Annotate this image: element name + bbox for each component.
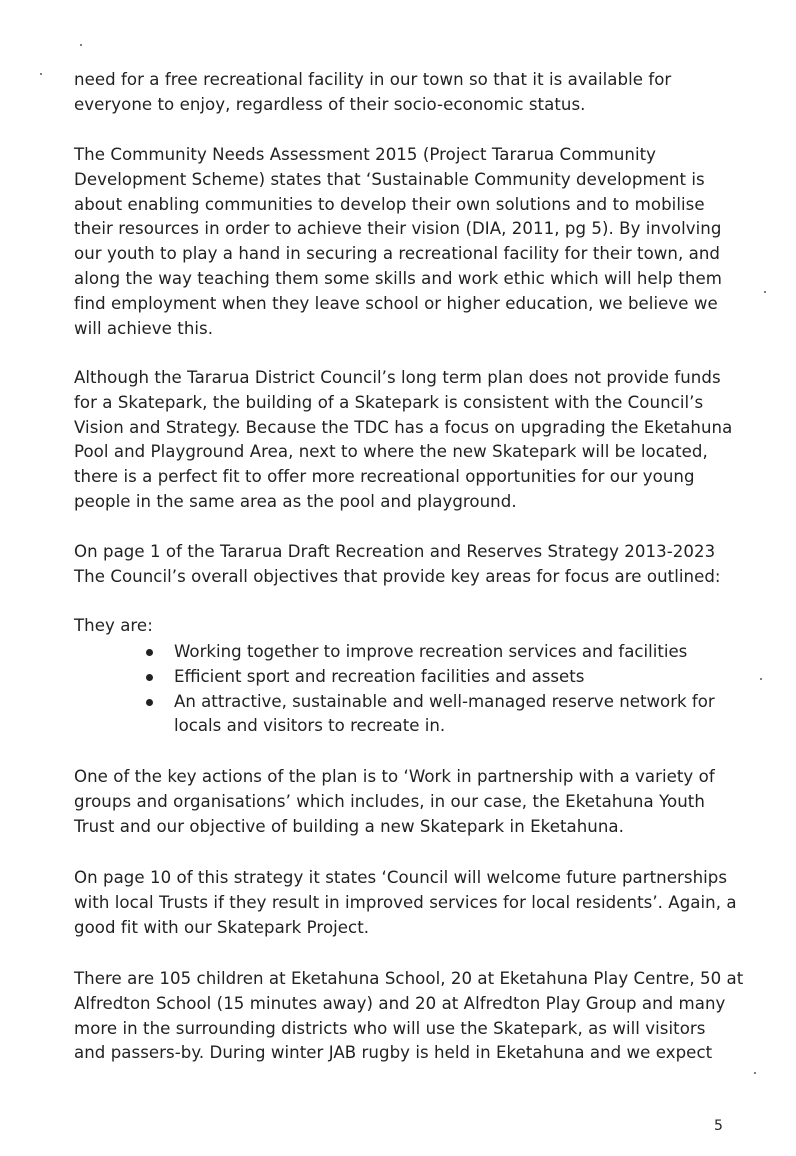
text-line: Development Scheme) states that ‘Sustainable Community development is <box>74 169 705 189</box>
text-line: our youth to play a hand in securing a recreational facility for their town, and <box>74 244 721 264</box>
paragraph-children-counts <box>74 967 764 1066</box>
text-line: There are 105 children at Eketahuna School, 20 at Eketahuna Play Centre, 50 at <box>74 969 744 988</box>
text-line: Trust and our objective of building a new Skatepark in Eketahuna. <box>74 816 624 836</box>
scan-speck <box>40 73 42 75</box>
text-line: Vision and Strategy. Because the TDC has a focus on upgrading the Eketahuna <box>74 417 733 437</box>
text-line: An attractive, sustainable and well-managed reserve network for <box>174 691 715 711</box>
text-line: everyone to enjoy, regardless of their socio-economic status. <box>74 94 586 114</box>
paragraph-page-10 <box>74 866 764 940</box>
page-number: 5 <box>714 1118 723 1134</box>
bullet-icon <box>146 649 153 656</box>
paragraph-intro-continued <box>74 68 764 118</box>
text-line: groups and organisations’ which includes, in our case, the Eketahuna Youth <box>74 791 705 811</box>
text-line: more in the surrounding districts who will use the Skatepark, as will visitors <box>74 1018 706 1038</box>
text-line: On page 1 of the Tararua Draft Recreation and Reserves Strategy 2013-2023 <box>74 542 716 561</box>
text-line: need for a free recreational facility in our town so that it is available for <box>74 70 672 89</box>
text-line: along the way teaching them some skills and work ethic which will help them <box>74 268 722 288</box>
text-line: their resources in order to achieve their vision (DIA, 2011, pg 5). By involving <box>74 219 722 239</box>
list-item <box>146 640 766 665</box>
scan-speck <box>80 44 82 46</box>
text-line: will achieve this. <box>74 318 214 338</box>
paragraph-council-plan <box>74 366 764 515</box>
list-item <box>146 690 766 740</box>
text-line: They are: <box>74 616 153 635</box>
text-line: Working together to improve recreation services and facilities <box>174 642 688 661</box>
objectives-list <box>146 640 766 739</box>
text-line: and passers-by. During winter JAB rugby is held in Eketahuna and we expect <box>74 1043 713 1063</box>
bullet-icon <box>146 674 153 681</box>
scan-speck <box>754 1072 756 1074</box>
text-line: The Community Needs Assessment 2015 (Project Tararua Community <box>74 145 657 164</box>
text-line: with local Trusts if they result in improved services for local residents’. Again, a <box>74 892 737 912</box>
text-line: locals and visitors to recreate in. <box>174 716 446 736</box>
paragraph-community-needs <box>74 143 764 341</box>
text-line: about enabling communities to develop their own solutions and to mobilise <box>74 194 705 214</box>
text-line: good fit with our Skatepark Project. <box>74 917 370 937</box>
text-line: On page 10 of this strategy it states ‘Council will welcome future partnerships <box>74 868 728 887</box>
text-line: for a Skatepark, the building of a Skatepark is consistent with the Council’s <box>74 392 704 412</box>
text-line: Efficient sport and recreation facilities and assets <box>174 666 585 686</box>
text-line: Pool and Playground Area, next to where the new Skatepark will be located, <box>74 442 708 462</box>
list-item <box>146 665 766 690</box>
text-line: One of the key actions of the plan is to ‘Work in partnership with a variety of <box>74 767 715 786</box>
text-line: Alfredton School (15 minutes away) and 20 at Alfredton Play Group and many <box>74 993 726 1013</box>
paragraph-strategy-intro <box>74 540 764 590</box>
paragraph-key-actions <box>74 765 764 839</box>
bullet-icon <box>146 699 153 706</box>
text-line: people in the same area as the pool and playground. <box>74 491 517 511</box>
text-line: there is a perfect fit to offer more recreational opportunities for our young <box>74 467 695 487</box>
text-line: Although the Tararua District Council’s long term plan does not provide funds <box>74 368 721 387</box>
text-line: The Council’s overall objectives that provide key areas for focus are outlined: <box>74 566 721 586</box>
text-line: find employment when they leave school or higher education, we believe we <box>74 293 718 313</box>
scan-speck <box>764 291 766 293</box>
paragraph-they-are <box>74 614 764 639</box>
